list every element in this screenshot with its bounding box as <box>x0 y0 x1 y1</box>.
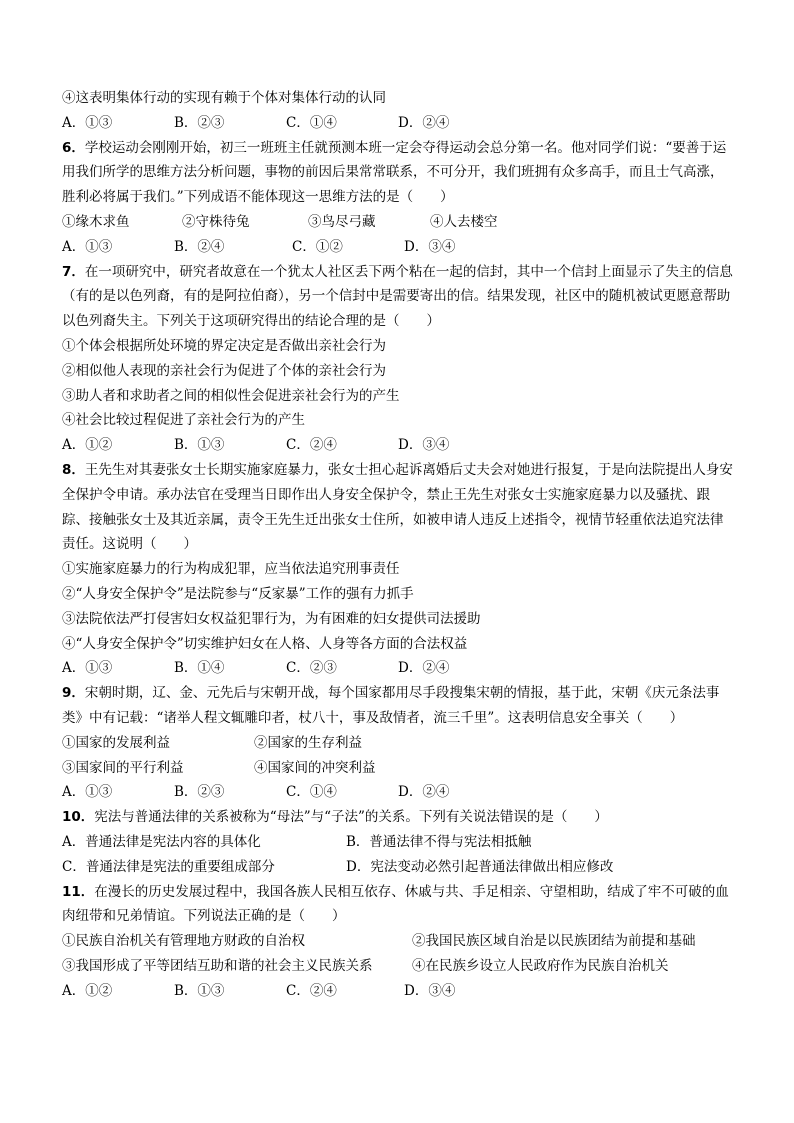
question-stem: 在漫长的历史发展过程中，我国各族人民相互依存、休戚与共、手足相亲、守望相助，结成了牢不可破的血肉纽带和兄弟情谊。下列说法正确的是（ ） <box>62 883 729 925</box>
q11-options <box>62 979 734 1004</box>
option-a[interactable]: A．①② <box>62 437 113 454</box>
choice-1: ①缘木求鱼 <box>62 213 130 230</box>
choice-3: ③鸟尽弓藏 <box>308 213 376 230</box>
question-number: 6． <box>62 139 85 156</box>
q9-choices-row-1 <box>62 731 734 756</box>
statement-2: ②“人身安全保护令”是法院参与“反家暴”工作的强有力抓手 <box>62 585 414 602</box>
option-a[interactable]: A．普通法律是宪法内容的具体化 <box>62 833 261 850</box>
q7-options <box>62 433 734 458</box>
option-d[interactable]: D．③④ <box>398 437 450 454</box>
option-d[interactable]: D．②④ <box>398 114 450 131</box>
question-stem: 宋朝时期，辽、金、元先后与宋朝开战，每个国家都用尽手段搜集宋朝的情报，基于此，宋朝《庆元条法事类》中有记载：“诸举人程文辄雕印者，杖八十，事及敌情者，流三千里”。这表明信息安全事关（ ） <box>62 685 720 726</box>
question-number: 9． <box>62 685 85 702</box>
question-number: 11． <box>62 883 95 900</box>
question-stem: 在一项研究中，研究者故意在一个犹太人社区丢下两个粘在一起的信封，其中一个信封上面显示了失主的信息（有的是以色列裔，有的是阿拉伯裔），另一个信封中是需要寄出的信。结果发现，社区中的随机被试更愿意帮助以色列裔失主。下列关于这项研究得出的结论合理的是（ ） <box>62 263 733 330</box>
q10-options-row-1 <box>62 830 734 855</box>
option-c[interactable]: C．②④ <box>286 982 337 999</box>
statement-4: ④“人身安全保护令”切实维护妇女在人格、人身等各方面的合法权益 <box>62 635 468 652</box>
option-b[interactable]: B．②③ <box>174 114 225 131</box>
statement-2: ②我国民族区域自治是以民族团结为前提和基础 <box>412 933 696 950</box>
question-7 <box>62 260 734 334</box>
option-d[interactable]: D．②④ <box>398 784 450 801</box>
option-c[interactable]: C．②④ <box>286 437 337 454</box>
option-a[interactable]: A．①③ <box>62 784 113 801</box>
option-c[interactable]: C．普通法律是宪法的重要组成部分 <box>62 858 275 875</box>
choice-2: ②守株待兔 <box>182 213 250 230</box>
question-8 <box>62 458 734 557</box>
q10-options-row-2 <box>62 855 734 880</box>
prev-options <box>62 111 734 136</box>
option-b[interactable]: B．①④ <box>174 660 225 677</box>
statement-2: ②相似他人表现的亲社会行为促进了个体的亲社会行为 <box>62 362 386 379</box>
option-c[interactable]: C．①④ <box>286 784 337 801</box>
question-6 <box>62 136 734 210</box>
statement-1: ①民族自治机关有管理地方财政的自治权 <box>62 933 305 950</box>
option-b[interactable]: B．②③ <box>174 784 225 801</box>
q8-options <box>62 656 734 681</box>
q9-options <box>62 780 734 805</box>
q6-choices <box>62 210 734 235</box>
option-b[interactable]: B．②④ <box>174 238 225 255</box>
option-d[interactable]: D．②④ <box>398 660 450 677</box>
choice-4: ④人去楼空 <box>430 213 498 230</box>
option-b[interactable]: B．①③ <box>174 437 225 454</box>
option-a[interactable]: A．①③ <box>62 238 113 255</box>
option-b[interactable]: B．普通法律不得与宪法相抵触 <box>346 833 532 850</box>
option-d[interactable]: D．③④ <box>404 982 456 999</box>
q11-statements-row-1 <box>62 929 734 954</box>
question-stem: 王先生对其妻张女士长期实施家庭暴力，张女士担心起诉离婚后丈夫会对她进行报复，于是向法院提出人身安全保护令申请。承办法官在受理当日即作出人身安全保护令，禁止王先生对张女士实施家庭暴力以及骚扰、跟踪、接触张女士及其近亲属，责令王先生迁出张女士住所，如被申请人违反上述指令，视情节轻重依法追究法律责任。这说明（ ） <box>62 461 733 553</box>
statement-4: ④社会比较过程促进了亲社会行为的产生 <box>62 412 305 429</box>
option-c[interactable]: C．①② <box>292 238 343 255</box>
statement-3: ③我国形成了平等团结互助和谐的社会主义民族关系 <box>62 957 373 974</box>
statement-3: ③助人者和求助者之间的相似性会促进亲社会行为的产生 <box>62 387 400 404</box>
option-c[interactable]: C．②③ <box>286 660 337 677</box>
choice-4: ④国家间的冲突利益 <box>254 759 376 776</box>
choice-1: ①国家的发展利益 <box>62 734 170 751</box>
choice-2: ②国家的生存利益 <box>254 734 362 751</box>
choice-3: ③国家间的平行利益 <box>62 759 184 776</box>
statement-4: ④在民族乡设立人民政府作为民族自治机关 <box>412 957 669 974</box>
option-b[interactable]: B．①③ <box>174 982 225 999</box>
question-9 <box>62 681 734 731</box>
q11-statements-row-2 <box>62 954 734 979</box>
option-a[interactable]: A．①③ <box>62 114 113 131</box>
question-10 <box>62 805 734 830</box>
question-11 <box>62 880 734 930</box>
statement-1: ①实施家庭暴力的行为构成犯罪，应当依法追究刑事责任 <box>62 561 400 578</box>
question-number: 7． <box>62 263 85 280</box>
prev-statement-4: ④这表明集体行动的实现有赖于个体对集体行动的认同 <box>62 90 386 106</box>
question-number: 8． <box>62 461 85 478</box>
option-c[interactable]: C．①④ <box>286 114 337 131</box>
statement-3: ③法院依法严打侵害妇女权益犯罪行为，为有困难的妇女提供司法援助 <box>62 610 481 627</box>
q9-choices-row-2 <box>62 756 734 781</box>
option-a[interactable]: A．①② <box>62 982 113 999</box>
q6-options <box>62 235 734 260</box>
question-stem: 宪法与普通法律的关系被称为“母法”与“子法”的关系。下列有关说法错误的是（ ） <box>94 809 608 826</box>
question-stem: 学校运动会刚刚开始，初三一班班主任就预测本班一定会夺得运动会总分第一名。他对同学们说：“要善于运用我们所学的思维方法分析问题，事物的前因后果常常联系，不可分开，我们班拥有众多高手，而且士气高涨，胜利必将属于我们。”下列成语不能体现这一思维方法的是（ ） <box>62 139 727 206</box>
option-a[interactable]: A．①③ <box>62 660 113 677</box>
question-number: 10． <box>62 809 95 826</box>
option-d[interactable]: D．宪法变动必然引起普通法律做出相应修改 <box>346 858 614 875</box>
option-d[interactable]: D．③④ <box>404 238 456 255</box>
statement-1: ①个体会根据所处环境的界定决定是否做出亲社会行为 <box>62 337 386 354</box>
